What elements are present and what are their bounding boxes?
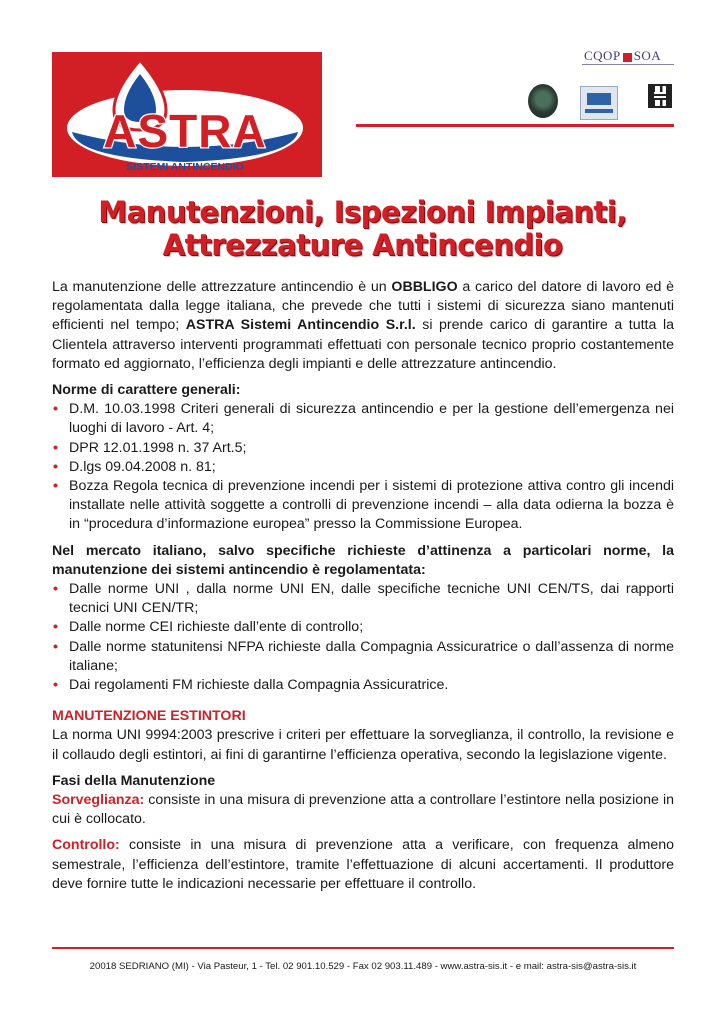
header-divider: [356, 124, 674, 127]
estintori-heading: MANUTENZIONE ESTINTORI: [52, 708, 246, 725]
intro-text-3: si prende carico di garantire a tutta la Clientela attraverso interventi programmati effettuati con personale tecnico proprio costantemente formato ed aggiornato, l’efficienza degli impianti e delle attrezzature antincendio.: [52, 317, 674, 372]
title-line-1: Manutenzioni, Ispezioni Impianti,: [98, 195, 627, 229]
controllo-label: Controllo:: [52, 837, 120, 854]
norme-heading: Norme di carattere generali:: [52, 382, 241, 399]
fasi-heading: Fasi della Manutenzione: [52, 772, 216, 789]
intro-text-2: a carico del datore di lavoro ed è regolamentata dalla legge italiana, che prevede che tutti i sistemi di sicurezza siano mantenuti efficienti nel tempo;: [52, 279, 674, 334]
list-item: • DPR 12.01.1998 n. 37 Art.5;: [52, 439, 674, 458]
intro-bold-company: ASTRA Sistemi Antincendio S.r.l.: [185, 317, 416, 334]
tuv-certification-icon: [580, 86, 618, 120]
soa-label: SOA: [633, 48, 662, 63]
mercato-heading: Nel mercato italiano, salvo specifiche richieste d’attinenza a particolari norme, la manutenzione dei sistemi antincendio è regolamentata:: [52, 542, 674, 578]
estintori-paragraph: La norma UNI 9994:2003 prescrive i criteri per effettuare la sorveglianza, il controllo, la revisione e il collaudo degli estintori, ai fini di garantirne l’efficienza operativa, secondo la legislazione vigente.: [52, 727, 674, 763]
tuv-bar-icon: [585, 109, 613, 113]
cqop-label: CQOP: [584, 48, 621, 63]
list-item: • Dalle norme statunitensi NFPA richieste dalla Compagnia Assicuratrice o dall’assenza di norme italiane;: [52, 638, 674, 676]
page-title: [60, 196, 665, 262]
norme-list: [52, 400, 674, 534]
sorveglianza-text: consiste in una misura di prevenzione atta a controllare l’estintore nella posizione in cui è collocato.: [52, 792, 674, 828]
intro-bold-obbligo: OBBLIGO: [391, 279, 458, 295]
cqop-soa-mark: [584, 48, 661, 64]
main-content: [52, 278, 674, 894]
list-item: • Dalle norme CEI richieste dall’ente di controllo;: [52, 618, 674, 637]
sorveglianza-label: Sorveglianza:: [52, 792, 145, 809]
logo-graphic: [52, 52, 322, 177]
footer-divider: [52, 947, 674, 949]
controllo-text: consiste in una misura di prevenzione atta a verificare, con frequenza almeno semestrale, l’efficienza dell’estintore, tramite l’effettuazione di alcuni accertamenti. Il produttore deve fornire tutte le indicazioni necessarie per effettuare il controllo.: [52, 837, 674, 892]
list-item: • Dalle norme UNI , dalla norme UNI EN, dalle specifiche tecniche UNI CEN/TS, dai rapporti tecnici UNI CEN/TR;: [52, 580, 674, 618]
cqop-square-icon: [623, 53, 632, 62]
list-item: • D.lgs 09.04.2008 n. 81;: [52, 458, 674, 477]
footer-contact: 20018 SEDRIANO (MI) - Via Pasteur, 1 - Tel. 02 901.10.529 - Fax 02 903.11.489 - www.astra-sis.it - e mail: astra-sis@astra-sis.it: [89, 961, 637, 972]
list-item: • Bozza Regola tecnica di prevenzione incendi per i sistemi di protezione attiva contro gli incendi installate nelle attività soggette a controlli di prevenzione incendi – alla data odierna la bozza è in “procedura d’informazione europea” presso la Commissione Europea.: [52, 477, 674, 535]
intro-text-1: La manutenzione delle attrezzature antincendio è un: [52, 279, 392, 295]
cqop-subtitle-rule: [582, 64, 674, 67]
logo-tagline: SISTEMI ANTINCENDIO: [126, 161, 244, 173]
sorveglianza-paragraph: [52, 791, 674, 829]
list-item: • Dai regolamenti FM richieste dalla Compagnia Assicuratrice.: [52, 676, 674, 695]
astra-logo: [52, 52, 322, 177]
tuv-logo-icon: [587, 93, 611, 105]
title-line-2: Attrezzature Antincendio: [162, 228, 563, 262]
certifications: [528, 48, 674, 120]
controllo-paragraph: [52, 836, 674, 894]
qr-code-icon: [648, 84, 672, 108]
logo-brand-text: ASTRA: [103, 105, 267, 157]
list-item: • D.M. 10.03.1998 Criteri generali di sicurezza antincendio e per la gestione dell’emergenza nei luoghi di lavoro - Art. 4;: [52, 400, 674, 438]
intro-paragraph: [52, 278, 674, 374]
mercato-list: [52, 580, 674, 695]
certificate-seal-icon: [528, 84, 558, 118]
